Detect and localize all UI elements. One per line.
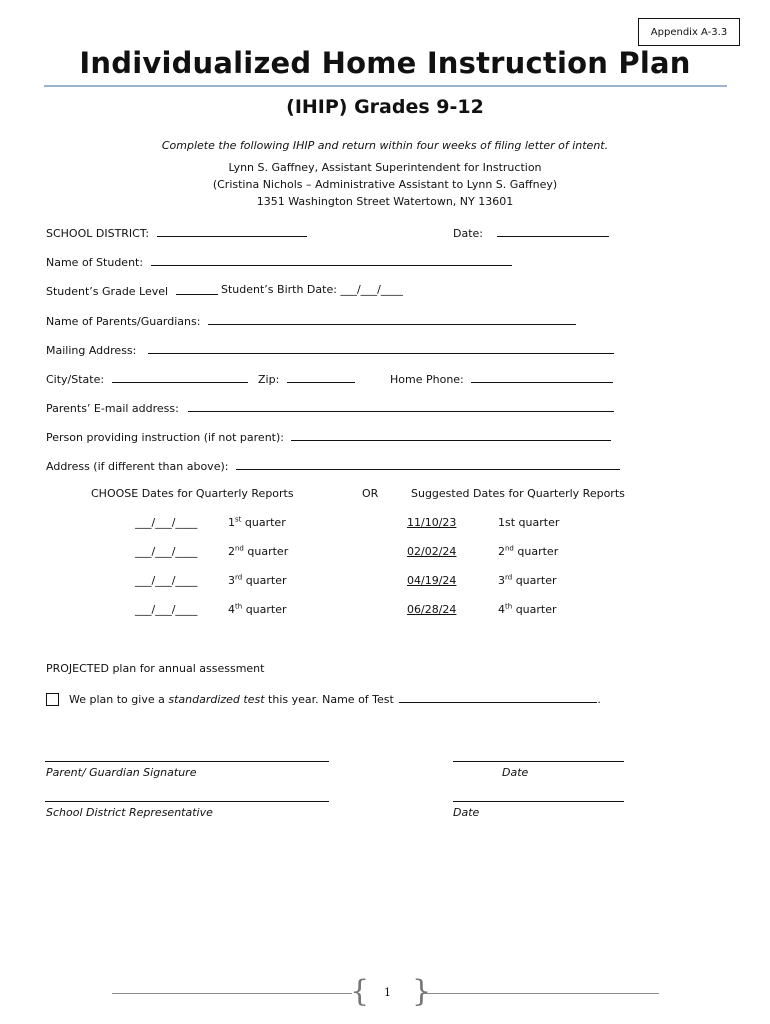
home-phone-label: Home Phone: xyxy=(390,373,464,386)
plan-text-end: . xyxy=(597,693,601,706)
right-bracket-icon: } xyxy=(412,974,432,1009)
assessment-heading: PROJECTED plan for annual assessment xyxy=(46,662,265,675)
grade-level-field[interactable] xyxy=(176,283,218,295)
footer-rule-left xyxy=(112,993,352,994)
choose-quarter-label-q2: 2nd quarter xyxy=(228,544,289,558)
instructor-row xyxy=(46,429,611,444)
suggested-quarter-label-q3: 3rd quarter xyxy=(498,573,557,587)
choose-date-field-q1[interactable]: ___/___/____ xyxy=(135,516,198,529)
footer-rule-right xyxy=(423,993,659,994)
district-date-line[interactable] xyxy=(453,801,624,802)
standardized-test-checkbox[interactable] xyxy=(46,691,59,710)
alt-address-field[interactable] xyxy=(236,458,620,470)
choose-dates-header: CHOOSE Dates for Quarterly Reports xyxy=(91,487,294,500)
parent-date-line[interactable] xyxy=(453,761,624,762)
home-phone-row xyxy=(390,371,613,386)
date-label: Date: xyxy=(453,227,483,240)
student-name-field[interactable] xyxy=(151,254,512,266)
choose-quarter-label-q4: 4th quarter xyxy=(228,602,287,616)
school-district-row xyxy=(46,225,307,240)
mailing-field[interactable] xyxy=(148,342,614,354)
instructor-label: Person providing instruction (if not parent): xyxy=(46,431,284,444)
plan-text-suffix: this year. Name of Test xyxy=(264,693,394,706)
student-name-label: Name of Student: xyxy=(46,256,144,269)
city-state-field[interactable] xyxy=(112,371,248,383)
page-subtitle: (IHIP) Grades 9-12 xyxy=(286,96,484,118)
left-bracket-icon: { xyxy=(350,974,370,1009)
birth-date-row xyxy=(221,283,403,296)
parent-signature-line[interactable] xyxy=(45,761,329,762)
parent-date-label: Date xyxy=(502,766,529,779)
grade-level-label: Student’s Grade Level xyxy=(46,285,169,298)
zip-field[interactable] xyxy=(287,371,355,383)
test-name-field[interactable] xyxy=(399,691,597,703)
checkbox-square-icon xyxy=(46,693,59,706)
plan-text-prefix: We plan to give a xyxy=(69,693,169,706)
instructor-field[interactable] xyxy=(291,429,611,441)
school-district-field[interactable] xyxy=(157,225,307,237)
home-phone-field[interactable] xyxy=(471,371,613,383)
student-name-row xyxy=(46,254,512,269)
title-divider xyxy=(44,85,727,87)
page-title: Individualized Home Instruction Plan xyxy=(79,46,691,80)
parents-field[interactable] xyxy=(208,313,576,325)
parents-row xyxy=(46,313,576,328)
email-field[interactable] xyxy=(188,400,614,412)
email-label: Parents’ E-mail address: xyxy=(46,402,179,415)
suggested-date-q2: 02/02/24 xyxy=(407,545,457,558)
city-state-row xyxy=(46,371,248,386)
page-number: 1 xyxy=(384,986,391,999)
choose-quarter-label-q3: 3rd quarter xyxy=(228,573,287,587)
suggested-quarter-label-q1: 1st quarter xyxy=(498,516,560,529)
contact-line-2: (Cristina Nichols – Administrative Assistant to Lynn S. Gaffney) xyxy=(212,178,558,191)
grade-level-row xyxy=(46,283,218,298)
or-label: OR xyxy=(362,487,379,500)
standardized-test-row xyxy=(69,691,601,706)
choose-quarter-label-q1: 1st quarter xyxy=(228,515,286,529)
district-signature-line[interactable] xyxy=(45,801,329,802)
district-representative-label: School District Representative xyxy=(46,806,213,819)
parents-label: Name of Parents/Guardians: xyxy=(46,315,201,328)
city-state-label: City/State: xyxy=(46,373,105,386)
birth-date-field[interactable]: ___/___/____ xyxy=(340,283,403,296)
district-date-label: Date xyxy=(453,806,480,819)
school-district-label: SCHOOL DISTRICT: xyxy=(46,227,150,240)
parent-signature-label: Parent/ Guardian Signature xyxy=(46,766,197,779)
suggested-quarter-label-q4: 4th quarter xyxy=(498,602,557,616)
suggested-date-q4: 06/28/24 xyxy=(407,603,457,616)
instruction-text: Complete the following IHIP and return within four weeks of filing letter of intent. xyxy=(161,139,609,152)
contact-line-1: Lynn S. Gaffney, Assistant Superintendent for Instruction xyxy=(228,161,542,174)
choose-date-field-q4[interactable]: ___/___/____ xyxy=(135,603,198,616)
appendix-label: Appendix A-3.3 xyxy=(638,18,740,46)
zip-row xyxy=(258,371,355,386)
choose-date-field-q2[interactable]: ___/___/____ xyxy=(135,545,198,558)
mailing-label: Mailing Address: xyxy=(46,344,137,357)
alt-address-label: Address (if different than above): xyxy=(46,460,229,473)
suggested-date-q3: 04/19/24 xyxy=(407,574,457,587)
zip-label: Zip: xyxy=(258,373,280,386)
birth-date-label: Student’s Birth Date: xyxy=(221,283,337,296)
mailing-row xyxy=(46,342,614,357)
choose-date-field-q3[interactable]: ___/___/____ xyxy=(135,574,198,587)
suggested-date-q1: 11/10/23 xyxy=(407,516,457,529)
email-row xyxy=(46,400,614,415)
date-row xyxy=(453,225,609,240)
suggested-quarter-label-q2: 2nd quarter xyxy=(498,544,559,558)
alt-address-row xyxy=(46,458,620,473)
contact-line-3: 1351 Washington Street Watertown, NY 13601 xyxy=(256,195,514,208)
suggested-dates-header: Suggested Dates for Quarterly Reports xyxy=(411,487,625,500)
plan-text-italic: standardized test xyxy=(168,693,265,706)
date-field[interactable] xyxy=(497,225,609,237)
